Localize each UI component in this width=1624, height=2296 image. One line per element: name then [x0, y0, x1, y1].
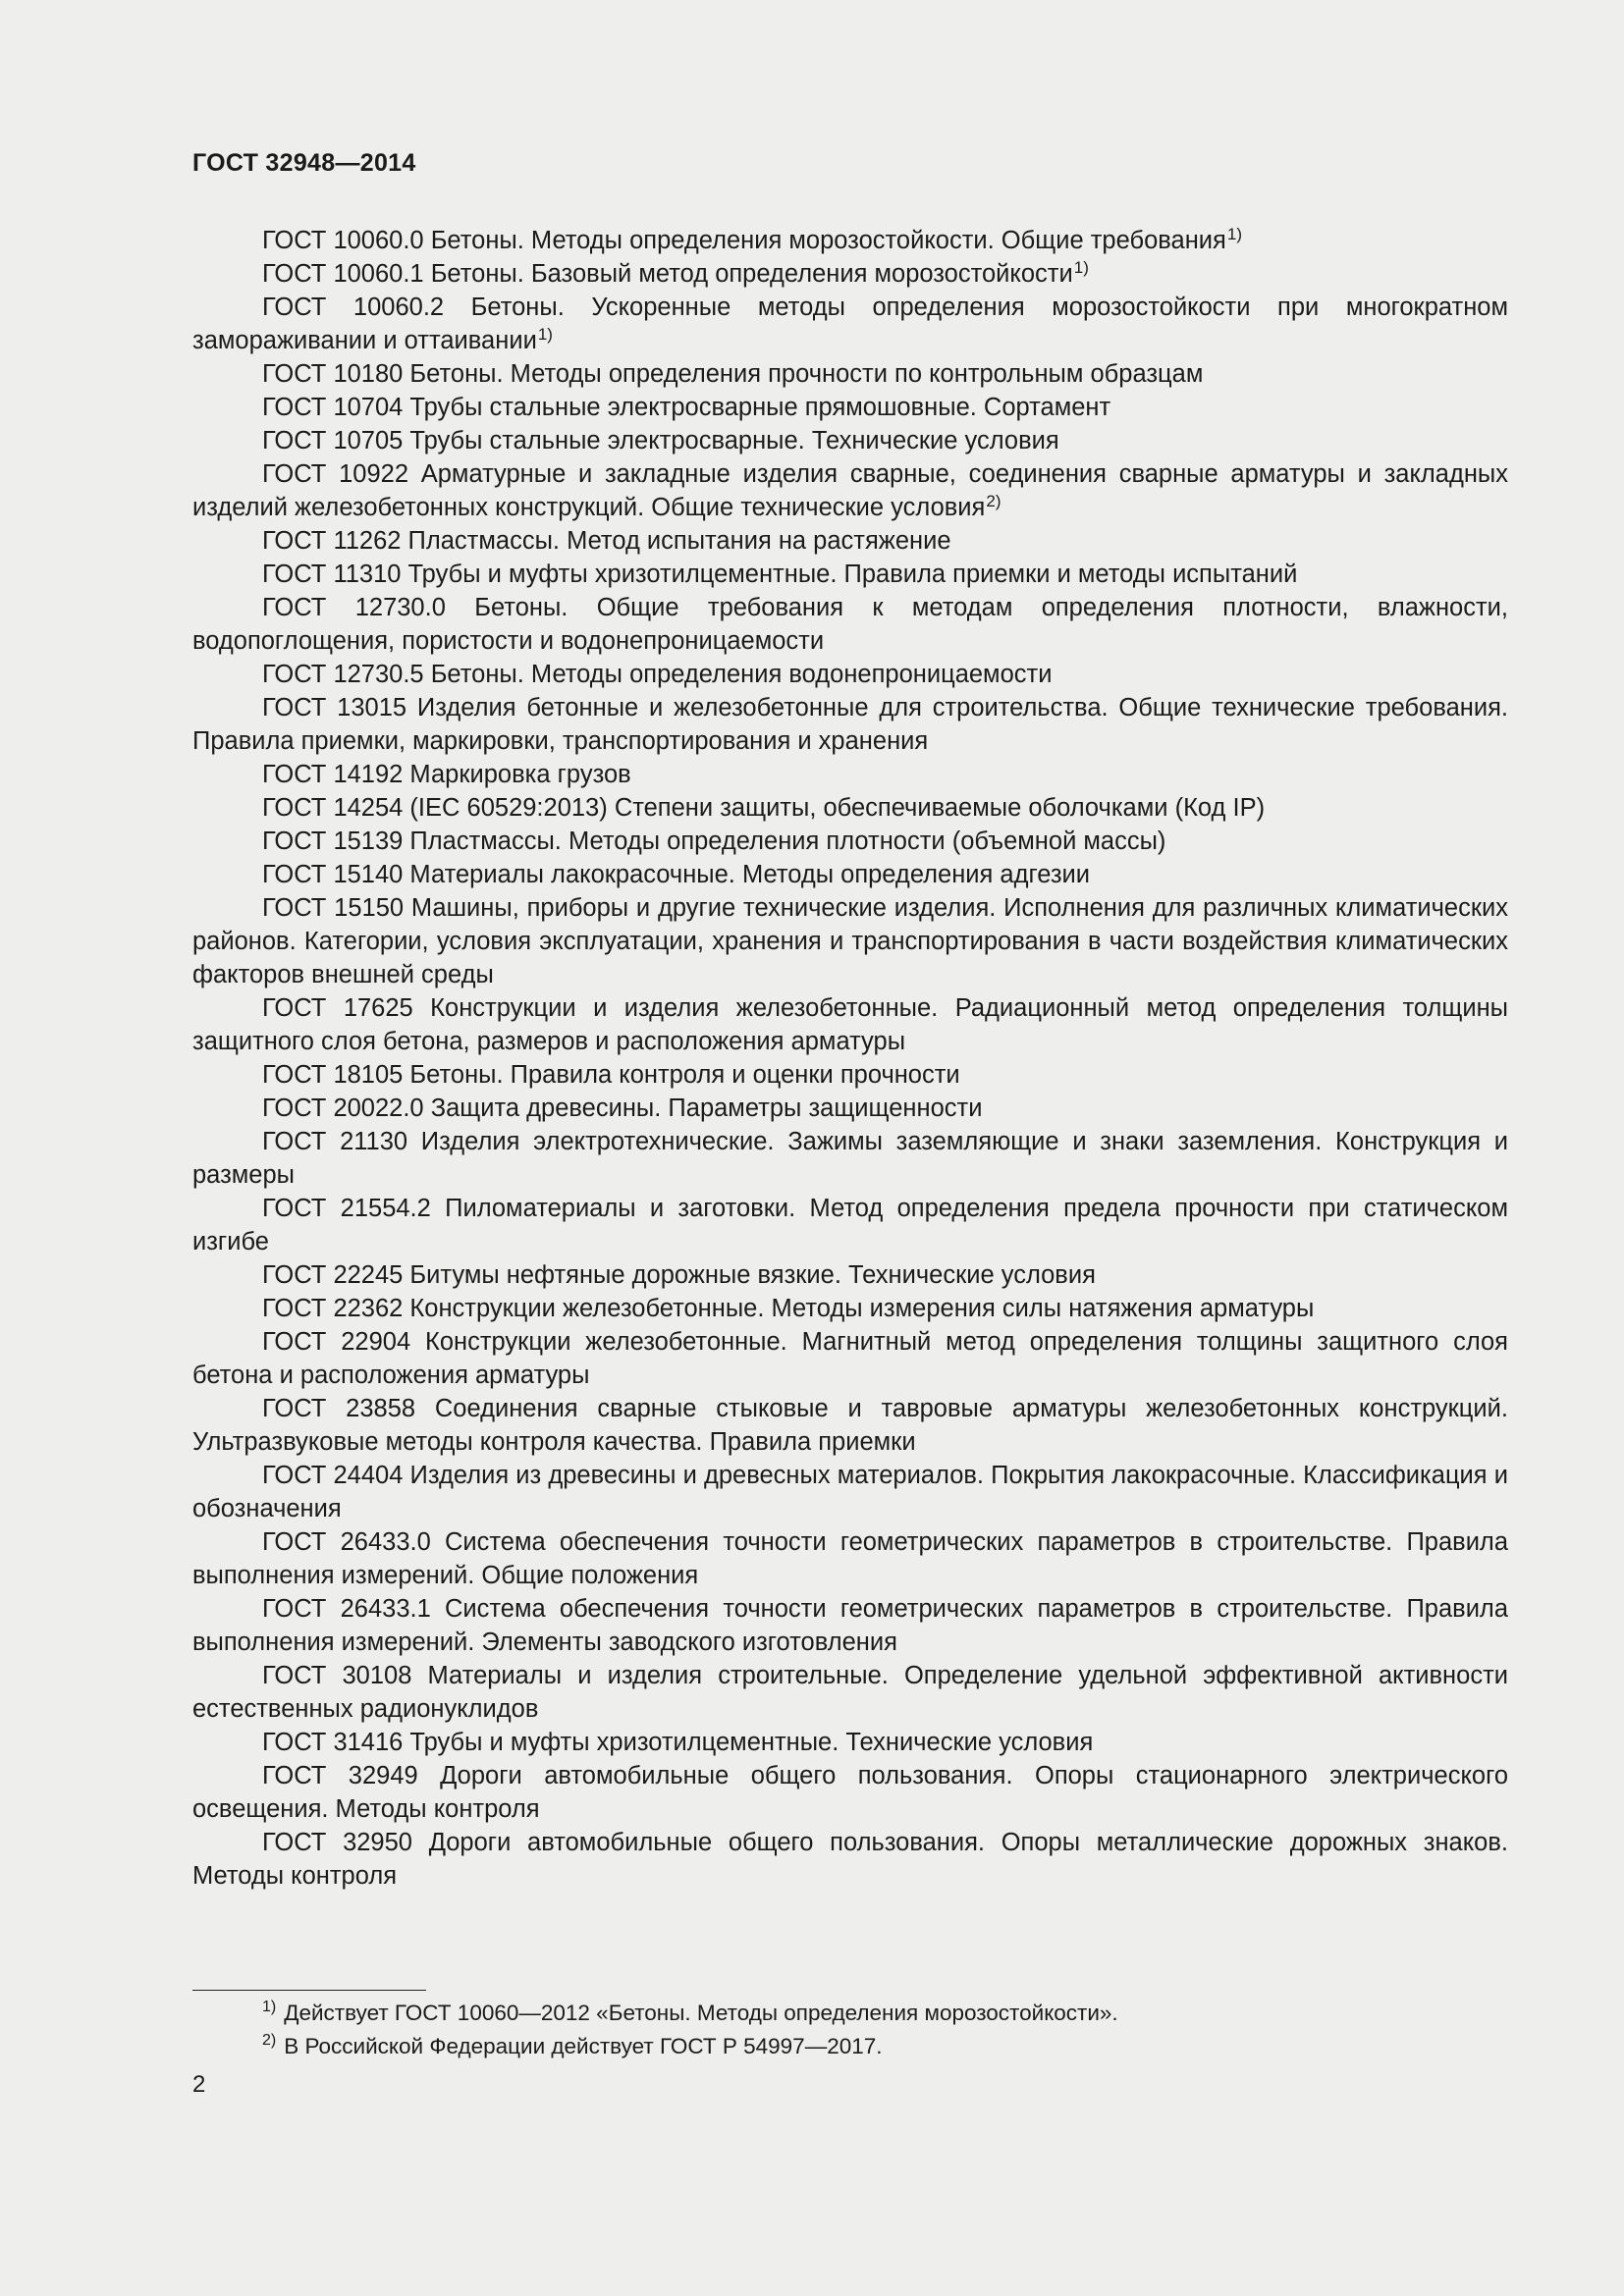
reference-text: ГОСТ 14254 (IEC 60529:2013) Степени защиты, обеспечиваемые оболочками (Код IP) — [262, 794, 1266, 822]
reference-item — [192, 1325, 1508, 1392]
reference-text: ГОСТ 22362 Конструкции железобетонные. Методы измерения силы натяжения арматуры — [262, 1295, 1315, 1322]
reference-item — [192, 224, 1508, 257]
footnote-item — [192, 1997, 1508, 2030]
footnote-marker: 1) — [1073, 258, 1089, 277]
reference-item — [192, 457, 1508, 524]
reference-text: ГОСТ 10705 Трубы стальные электросварные. Технические условия — [262, 427, 1059, 454]
reference-text: ГОСТ 22245 Битумы нефтяные дорожные вязкие. Технические условия — [262, 1261, 1096, 1289]
footnote-item — [192, 2030, 1508, 2063]
reference-text: ГОСТ 12730.0 Бетоны. Общие требования к методам определения плотности, влажности, водопоглощения, пористости и водонепроницаемости — [192, 594, 1508, 655]
reference-item — [192, 658, 1508, 691]
reference-text: ГОСТ 21130 Изделия электротехнические. Зажимы заземляющие и знаки заземления. Конструкция и размеры — [192, 1128, 1508, 1189]
footnote-text: В Российской Федерации действует ГОСТ Р 54997—2017. — [284, 2034, 883, 2058]
reference-text: ГОСТ 18105 Бетоны. Правила контроля и оценки прочности — [262, 1061, 960, 1089]
reference-item — [192, 1125, 1508, 1192]
reference-item — [192, 1726, 1508, 1759]
reference-item — [192, 558, 1508, 591]
reference-text: ГОСТ 12730.5 Бетоны. Методы определения водонепроницаемости — [262, 661, 1053, 688]
reference-text: ГОСТ 17625 Конструкции и изделия железобетонные. Радиационный метод определения толщины защитного слоя бетона, размеров и расположения арматуры — [192, 994, 1508, 1055]
reference-item — [192, 291, 1508, 357]
reference-item — [192, 1092, 1508, 1125]
footnote-text: Действует ГОСТ 10060—2012 «Бетоны. Методы определения морозостойкости». — [284, 2001, 1118, 2025]
reference-text: ГОСТ 10704 Трубы стальные электросварные прямошовные. Сортамент — [262, 394, 1111, 421]
reference-text: ГОСТ 32950 Дороги автомобильные общего пользования. Опоры металлические дорожных знаков. Методы контроля — [192, 1829, 1508, 1890]
reference-text: ГОСТ 13015 Изделия бетонные и железобетонные для строительства. Общие технические требования. Правила приемки, маркировки, транспортирования и хранения — [192, 694, 1508, 755]
reference-item — [192, 257, 1508, 291]
reference-text: ГОСТ 10922 Арматурные и закладные изделия сварные, соединения сварные арматуры и закладных изделий железобетонных конструкций. Общие технические условия — [192, 460, 1508, 521]
reference-item — [192, 1392, 1508, 1459]
normative-references-list — [192, 224, 1508, 1893]
reference-item — [192, 1459, 1508, 1525]
reference-item — [192, 891, 1508, 991]
reference-text: ГОСТ 31416 Трубы и муфты хризотилцементные. Технические условия — [262, 1729, 1094, 1756]
reference-item — [192, 524, 1508, 558]
reference-text: ГОСТ 15150 Машины, приборы и другие технические изделия. Исполнения для различных климатических районов. Категории, условия эксплуатации, хранения и транспортирования в части воздействия климатических факторов внешней среды — [192, 894, 1508, 988]
reference-item — [192, 1292, 1508, 1325]
reference-text: ГОСТ 26433.1 Система обеспечения точности геометрических параметров в строительстве. Правила выполнения измерений. Элементы заводского изготовления — [192, 1595, 1508, 1656]
reference-text: ГОСТ 22904 Конструкции железобетонные. Магнитный метод определения толщины защитного слоя бетона и расположения арматуры — [192, 1328, 1508, 1389]
reference-text: ГОСТ 24404 Изделия из древесины и древесных материалов. Покрытия лакокрасочные. Классификация и обозначения — [192, 1462, 1508, 1522]
reference-item — [192, 691, 1508, 758]
reference-text: ГОСТ 23858 Соединения сварные стыковые и тавровые арматуры железобетонных конструкций. Ультразвуковые методы контроля качества. Правила приемки — [192, 1395, 1508, 1456]
reference-item — [192, 1525, 1508, 1592]
reference-text: ГОСТ 32949 Дороги автомобильные общего пользования. Опоры стационарного электрического освещения. Методы контроля — [192, 1762, 1508, 1823]
reference-item — [192, 825, 1508, 858]
footnote-marker: 2) — [986, 492, 1001, 510]
reference-item — [192, 758, 1508, 791]
reference-item — [192, 858, 1508, 891]
footnotes-list — [192, 1997, 1508, 2063]
reference-text: ГОСТ 20022.0 Защита древесины. Параметры защищенности — [262, 1095, 983, 1122]
reference-text: ГОСТ 15140 Материалы лакокрасочные. Методы определения адгезии — [262, 861, 1091, 888]
page-number: 2 — [192, 2071, 206, 2098]
reference-text: ГОСТ 15139 Пластмассы. Методы определения плотности (объемной массы) — [262, 828, 1166, 855]
reference-text: ГОСТ 10060.0 Бетоны. Методы определения морозостойкости. Общие требования — [262, 227, 1226, 254]
footnote-marker: 1) — [537, 325, 553, 344]
reference-item — [192, 1759, 1508, 1826]
reference-item — [192, 357, 1508, 391]
reference-item — [192, 591, 1508, 658]
footnote-mark: 2) — [262, 2032, 277, 2049]
reference-item — [192, 791, 1508, 825]
reference-text: ГОСТ 30108 Материалы и изделия строительные. Определение удельной эффективной активности естественных радионуклидов — [192, 1662, 1508, 1723]
reference-item — [192, 424, 1508, 457]
reference-item — [192, 1826, 1508, 1893]
reference-item — [192, 1058, 1508, 1092]
reference-text: ГОСТ 10180 Бетоны. Методы определения прочности по контрольным образцам — [262, 360, 1204, 388]
footnote-mark: 1) — [262, 1999, 277, 2015]
reference-text: ГОСТ 14192 Маркировка грузов — [262, 761, 631, 788]
reference-item — [192, 1659, 1508, 1726]
reference-text: ГОСТ 26433.0 Система обеспечения точности геометрических параметров в строительстве. Правила выполнения измерений. Общие положения — [192, 1528, 1508, 1589]
reference-item — [192, 391, 1508, 424]
reference-text: ГОСТ 11310 Трубы и муфты хризотилцементные. Правила приемки и методы испытаний — [262, 561, 1298, 588]
document-header: ГОСТ 32948—2014 — [192, 149, 416, 177]
reference-item — [192, 1258, 1508, 1292]
reference-item — [192, 1192, 1508, 1258]
reference-text: ГОСТ 11262 Пластмассы. Метод испытания на растяжение — [262, 527, 951, 555]
reference-item — [192, 1592, 1508, 1659]
reference-item — [192, 991, 1508, 1058]
reference-text: ГОСТ 10060.2 Бетоны. Ускоренные методы определения морозостойкости при многократном замораживании и оттаивании — [192, 294, 1508, 354]
footnote-marker: 1) — [1226, 225, 1242, 243]
footnote-separator — [192, 1990, 426, 1991]
reference-text: ГОСТ 21554.2 Пиломатериалы и заготовки. Метод определения предела прочности при статическом изгибе — [192, 1195, 1508, 1255]
reference-text: ГОСТ 10060.1 Бетоны. Базовый метод определения морозостойкости — [262, 260, 1073, 288]
